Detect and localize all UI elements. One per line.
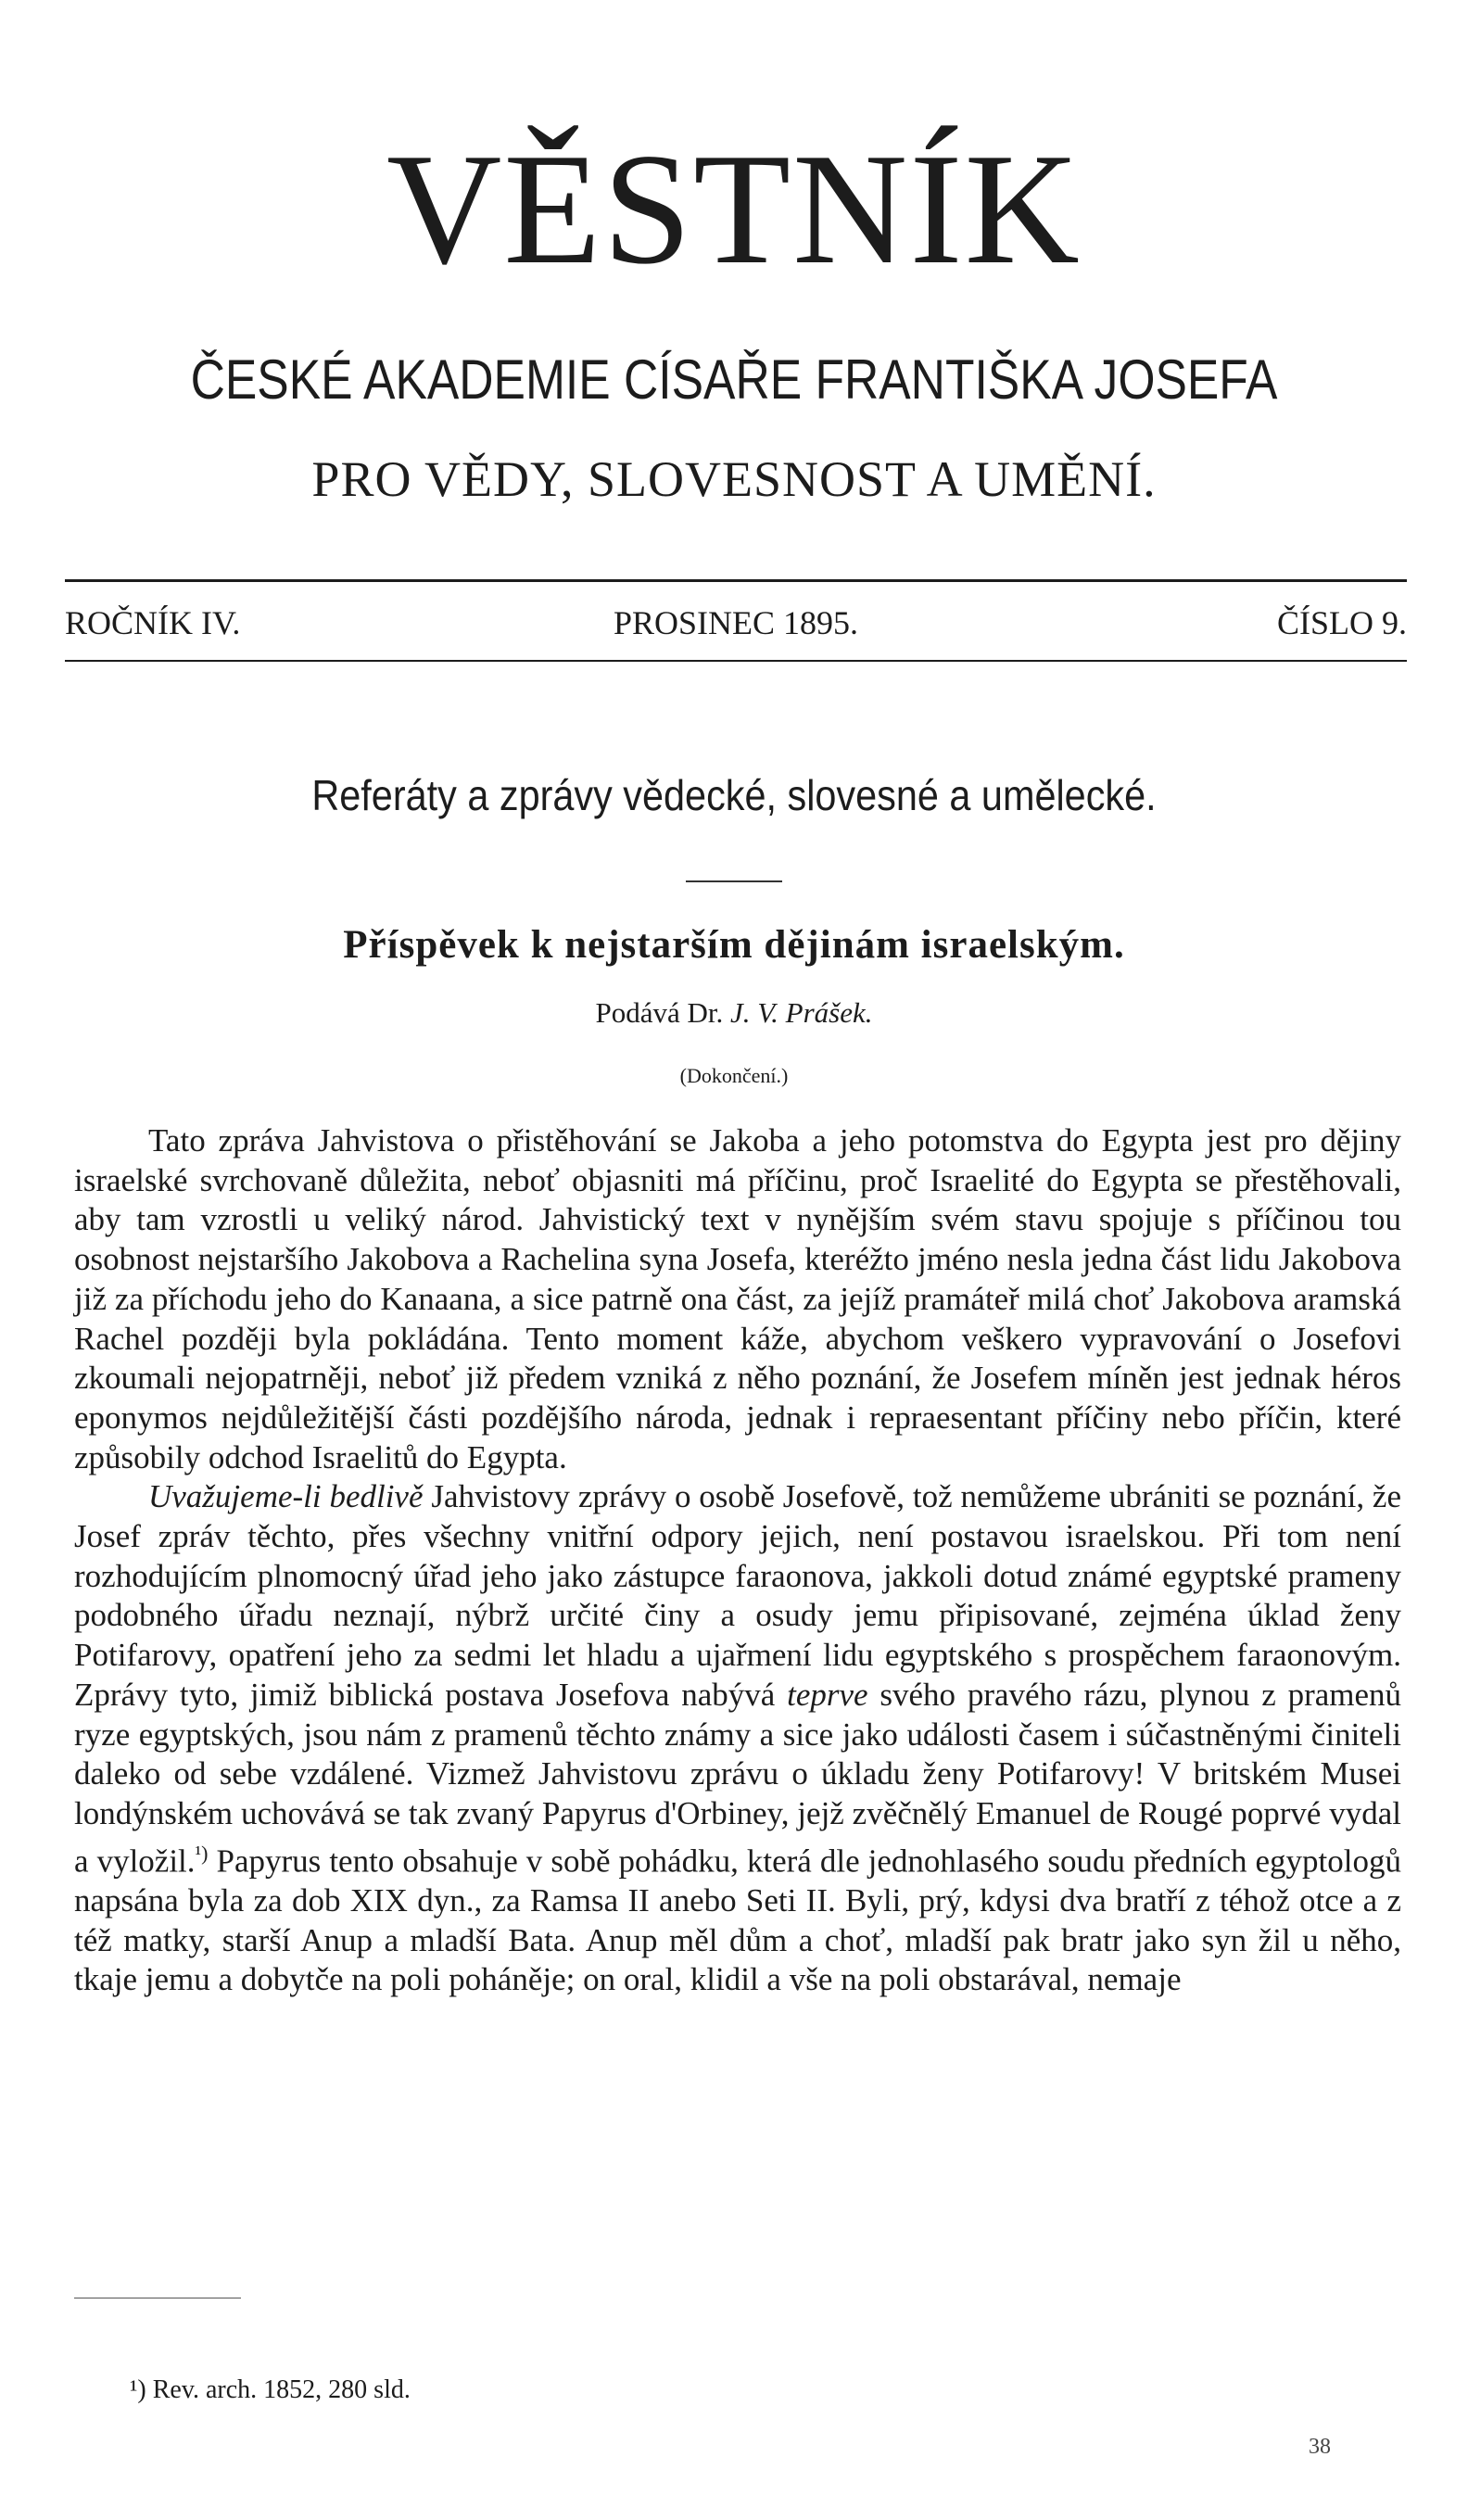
page-number: 38 <box>1309 2435 1331 2459</box>
article-title: Příspěvek k nejstarším dějinám israelským. <box>343 923 1125 967</box>
emphasis-text: Uvažujeme-li bedlivě <box>148 1478 424 1515</box>
author-name: J. V. Prášek. <box>729 996 873 1029</box>
paragraph-2-part-a: Jahvistovy zprávy o osobě Josefově, tož nemůžeme ubrániti se poznání, že Josef zpráv těchto, přes všechny vnitřní odpory jejich, není postavou israelskou. Při tom není rozhodujícím plnomocný úřad jeho jako zástupce faraonova, jakkoli dotud známé egyptské prameny podobného úřadu neznají, nýbrž určité činy a osudy jemu připisované, zejména úklad ženy Potifarovy, opatření jeho za sedmi let hladu a ujařmení lidu egyptského s prospěchem faraonovým. Zprávy tyto, jimiž biblická postava Josefova nabývá <box>74 1478 1402 1713</box>
volume-label: ROČNÍK IV. <box>65 604 241 641</box>
top-rule <box>65 579 1407 582</box>
paragraph-2-part-c: Papyrus tento obsahuje v sobě pohádku, která dle jednohlasého soudu předních egyptologů napsána byla za dob XIX dyn., za Ramsa II anebo Seti II. Byli, prý, kdysi dva bratří z téhož otce a z též matky, starší Anup a mladší Bata. Anup měl dům a choť, mladší pak bratr jako syn žil u něho, tkaje jemu a dobytče na poli poháněje; on oral, klidil a vše na poli obstarával, nemaje <box>74 1843 1402 1998</box>
paragraph-2 <box>74 1477 1401 2000</box>
issue-number: ČÍSLO 9. <box>1276 604 1407 641</box>
section-divider <box>686 880 782 882</box>
journal-subtitle-academy: ČESKÉ AKADEMIE CÍSAŘE FRANTIŠKA JOSEFA <box>190 348 1278 411</box>
footnote-marker: ¹) <box>130 2375 146 2404</box>
byline-prefix: Podává Dr. <box>595 996 724 1029</box>
paragraph-2-part-b: svého pravého rázu, plynou z pramenů ryze egyptských, jsou nám z pramenů těchto známy a sice jako události časem i súčastněnými činiteli daleko od sebe vzdálené. Vizmež Jahvistovu zprávu o úkladu ženy Potifarovy! V britském Musei londýnském uchovává se tak zvaný Papyrus d'Orbiney, jejž zvěčnělý Emanuel de Rougé poprvé vydal a vyložil. <box>74 1676 1402 1880</box>
article-byline <box>0 998 1468 1027</box>
journal-title: VĚSTNÍK <box>386 121 1082 298</box>
journal-subtitle-fields: PRO VĚDY, SLOVESNOST A UMĚNÍ. <box>311 451 1157 507</box>
continued-note: (Dokončení.) <box>679 1064 789 1087</box>
issue-info-row <box>65 604 1407 641</box>
section-heading: Referáty a zprávy vědecké, slovesné a umělecké. <box>311 771 1157 819</box>
article-body <box>74 1121 1401 2000</box>
emphasis-teprve: teprve <box>787 1676 868 1713</box>
bottom-rule <box>65 660 1407 662</box>
footnote-reference[interactable]: ¹) <box>195 1841 209 1865</box>
footnote-text: Rev. arch. 1852, 280 sld. <box>152 2375 411 2404</box>
paragraph-1: Tato zpráva Jahvistova o přistěhování se Jakoba a jeho potomstva do Egypta jest pro dějiny israelské svrchovaně důležita, neboť objasniti má příčinu, proč Israelité do Egypta se přestěhovali, aby tam vzrostli u veliký národ. Jahvistický text v nynějším svém stavu spojuje s příčinou tou osobnost nejstaršího Jakobova a Rachelina syna Josefa, kteréžto jméno nesla jedna část lidu Jakobova již za příchodu jeho do Kanaana, a sice patrně ona část, za jejíž pramáteř milá choť Jakobova aramská Rachel později byla pokládána. Tento moment káže, abychom veškero vypravování o Josefovi zkoumali nejopatrněji, neboť již předem vzniká z něho poznání, že Josefem míněn jest jednak héros eponymos nejdůležitější části pozdějšího národa, jednak i repraesentant příčiny nebo příčin, které způsobily odchod Israelitů do Egypta. <box>74 1122 1401 1475</box>
footnote <box>130 2377 411 2403</box>
issue-date: PROSINEC 1895. <box>613 604 859 641</box>
